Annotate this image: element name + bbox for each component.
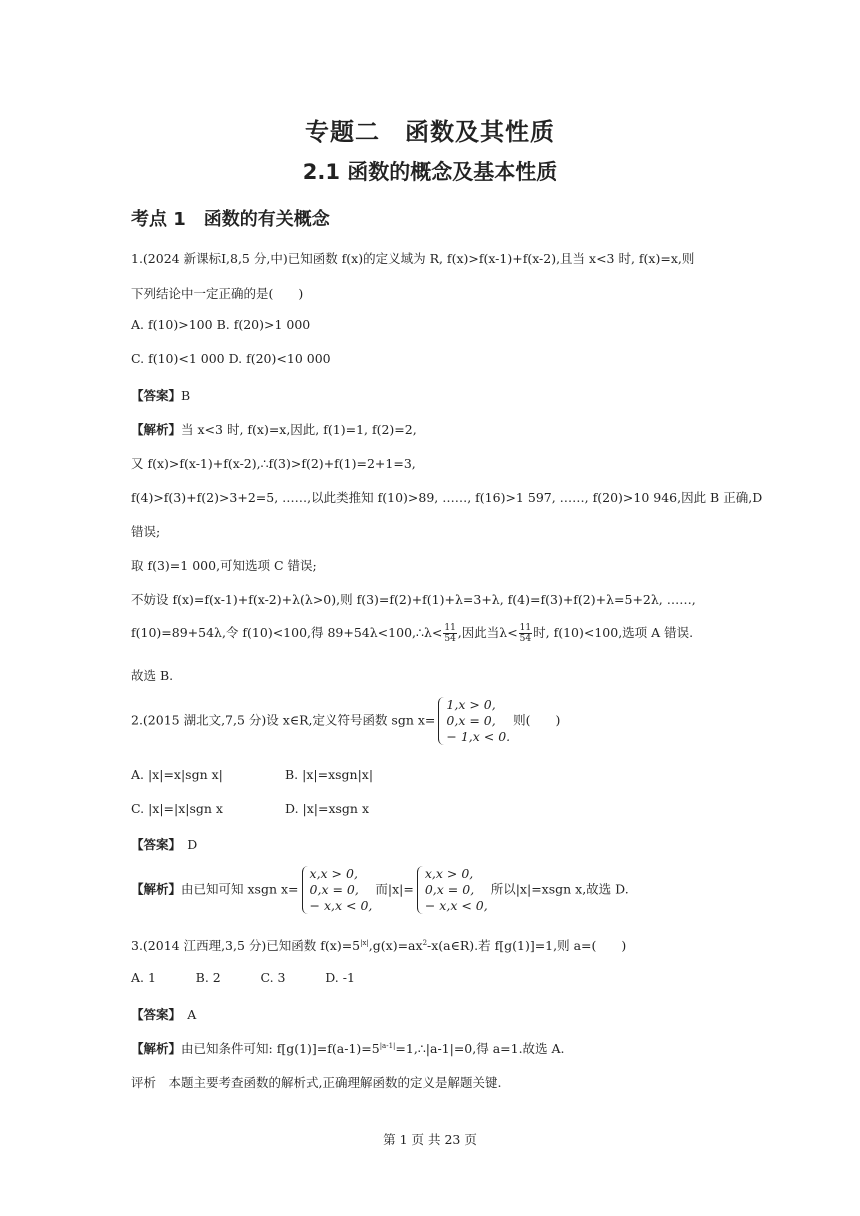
q1-analysis-2: 又 f(x)>f(x-1)+f(x-2),∴f(3)>f(2)+f(1)=2+1=3, (131, 456, 416, 471)
answer-value: B (181, 388, 191, 403)
q1-answer (131, 386, 190, 404)
q3-options: A. 1 B. 2 C. 3 D. -1 (131, 970, 355, 985)
piece-row: x,x > 0, (309, 866, 358, 881)
answer-value: A (187, 1007, 197, 1022)
q1-conclusion: 故选 B. (131, 668, 174, 683)
q3-comment: 评析 本题主要考查函数的解析式,正确理解函数的定义是解题关键. (131, 1075, 502, 1090)
exponent: |a-1| (379, 1041, 396, 1050)
brace-icon (302, 866, 309, 914)
page-footer: 第 1 页 共 23 页 (383, 1132, 477, 1147)
q1-analysis-6: 不妨设 f(x)=f(x-1)+f(x-2)+λ(λ>0),则 f(3)=f(2)+f(1)+λ=3+λ, f(4)=f(3)+f(2)+λ=5+2λ, ……, (131, 592, 696, 607)
analysis-text: 当 x<3 时, f(x)=x,因此, f(1)=1, f(2)=2, (181, 422, 417, 437)
q2-stem-tail: 则( ) (513, 712, 561, 728)
analysis-text: 而|x|= (375, 881, 414, 897)
brace-icon (438, 697, 445, 745)
piecewise-abs (417, 866, 488, 914)
answer-tag: 【答案】 (131, 837, 175, 852)
exponent: 2 (422, 938, 428, 947)
q1-stem-line2: 下列结论中一定正确的是( ) (131, 286, 304, 301)
q2-option-b: B. |x|=xsgn|x| (285, 767, 374, 782)
piece-row: 0,x = 0, (309, 882, 359, 897)
q3-stem-text: 3.(2014 江西理,3,5 分)已知函数 f(x)=5 (131, 938, 361, 953)
q1-analysis-3: f(4)>f(3)+f(2)>3+2=5, ……,以此类推知 f(10)>89, ……, f(16)>1 597, ……, f(20)>10 946,因此 B 正确,D (131, 490, 763, 505)
q2-stem (131, 697, 560, 745)
q2-option-d: D. |x|=xsgn x (285, 801, 370, 816)
section-title: 2.1 函数的概念及基本性质 (302, 160, 558, 184)
analysis-text: 由已知可知 xsgn x= (181, 881, 299, 897)
q1-options-ab: A. f(10)>100 B. f(20)>1 000 (131, 317, 311, 332)
piece-row: 1,x > 0, (446, 697, 496, 712)
piecewise-sgn (438, 697, 510, 745)
q2-analysis (131, 866, 629, 914)
fraction-denominator: 54 (444, 634, 456, 644)
piecewise-xsgn (302, 866, 373, 914)
piece-row: x,x > 0, (424, 866, 474, 881)
q3-stem-text: -x(a∈R).若 f[g(1)]=1,则 a=( ) (427, 938, 627, 953)
q3-answer (131, 1005, 196, 1023)
q2-option-c: C. |x|=|x|sgn x (131, 801, 223, 816)
analysis-text: f(10)=89+54λ,令 f(10)<100,得 89+54λ<100,∴λ< (131, 625, 443, 640)
piece-row: − x,x < 0, (424, 898, 488, 913)
answer-tag: 【答案】 (131, 388, 182, 403)
fraction-denominator: 54 (519, 634, 532, 644)
q2-stem-text: 2.(2015 湖北文,7,5 分)设 x∈R,定义符号函数 sgn x= (131, 712, 436, 728)
piece-row: − x,x < 0, (309, 898, 373, 913)
analysis-tag: 【解析】 (131, 1041, 182, 1056)
piece-row: 0,x = 0, (424, 882, 475, 897)
fraction-numerator: 11 (519, 623, 532, 633)
answer-value: D (187, 837, 198, 852)
kaodian-heading: 考点 1 函数的有关概念 (131, 209, 330, 230)
analysis-text: 时, f(10)<100,选项 A 错误. (533, 625, 694, 640)
q1-analysis-5: 取 f(3)=1 000,可知选项 C 错误; (131, 558, 317, 573)
analysis-tag: 【解析】 (131, 881, 182, 897)
q3-stem (131, 936, 626, 954)
fraction-numerator: 11 (444, 623, 456, 633)
q1-analysis-7 (131, 623, 693, 644)
q3-stem-text: ,g(x)=ax (368, 938, 423, 953)
fraction (519, 623, 532, 644)
q1-stem-line1: 1.(2024 新课标Ⅰ,8,5 分,中)已知函数 f(x)的定义域为 R, f(x)>f(x-1)+f(x-2),且当 x<3 时, f(x)=x,则 (131, 251, 695, 266)
brace-icon (417, 866, 424, 914)
piece-row: 0,x = 0, (446, 713, 496, 728)
q1-options-cd: C. f(10)<1 000 D. f(20)<10 000 (131, 351, 331, 366)
q1-analysis-1 (131, 420, 417, 438)
analysis-text: 所以|x|=xsgn x,故选 D. (490, 881, 629, 897)
q2-option-a: A. |x|=x|sgn x| (131, 767, 223, 782)
analysis-tag: 【解析】 (131, 422, 182, 437)
q3-analysis (131, 1039, 565, 1057)
fraction (443, 623, 456, 644)
analysis-text: =1,∴|a-1|=0,得 a=1.故选 A. (395, 1041, 565, 1056)
analysis-text: 由已知条件可知: f[g(1)]=f(a-1)=5 (181, 1041, 380, 1056)
analysis-text: ,因此当λ< (457, 625, 518, 640)
exponent: |x| (360, 938, 369, 947)
q1-analysis-4: 错误; (131, 524, 161, 539)
page-title: 专题二 函数及其性质 (305, 118, 555, 146)
piece-row: − 1,x < 0. (446, 729, 511, 744)
q2-answer (131, 835, 197, 853)
answer-tag: 【答案】 (131, 1007, 175, 1022)
